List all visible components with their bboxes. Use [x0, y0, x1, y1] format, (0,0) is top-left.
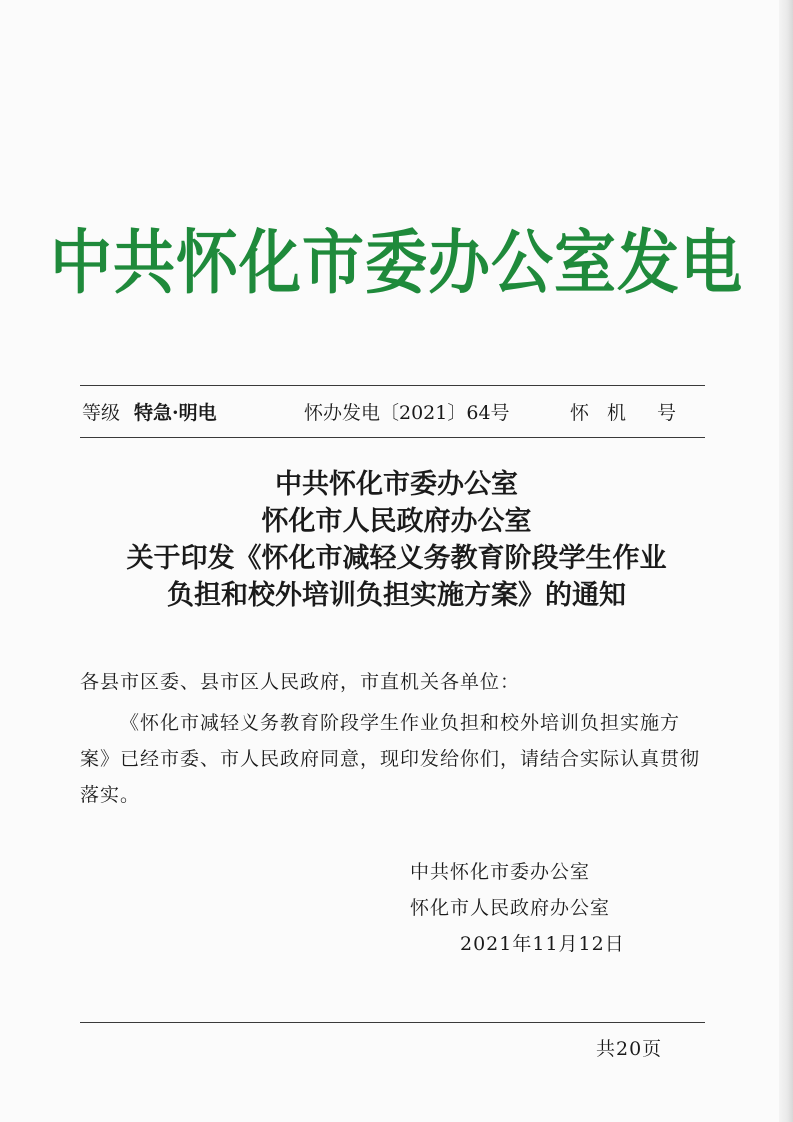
bottom-rule [80, 1022, 705, 1023]
addressee: 各县市区委、县市区人民政府，市直机关各单位： [80, 671, 521, 693]
page-edge-shadow [779, 0, 793, 1122]
reference-label: 怀机 [570, 402, 645, 424]
document-number: 怀办发电〔2021〕64号 [304, 402, 510, 424]
title-line: 负担和校外培训负担实施方案》的通知 [167, 580, 626, 611]
signature-block [410, 854, 670, 962]
grade-label: 等级 [82, 402, 121, 424]
top-rule [80, 385, 705, 386]
title-line: 关于印发《怀化市减轻义务教育阶段学生作业 [126, 543, 667, 574]
reference-suffix: 号 [657, 402, 677, 424]
mid-rule [80, 437, 705, 438]
signatory: 怀化市人民政府办公室 [410, 897, 611, 919]
body-content [80, 705, 708, 813]
issue-date: 2021年11月12日 [460, 933, 625, 955]
page-count: 共20页 [596, 1038, 663, 1060]
document-meta-row [82, 398, 702, 428]
signatory: 中共怀化市委办公室 [410, 861, 591, 883]
grade-value: 特急·明电 [134, 402, 217, 424]
body-paragraph: 《怀化市减轻义务教育阶段学生作业负担和校外培训负担实施方案》已经市委、市人民政府同意，现印发给你们，请结合实际认真贯彻落实。 [80, 712, 701, 806]
masthead: 中共怀化市委办公室发电 [49, 221, 743, 304]
title-line: 中共怀化市委办公室 [275, 469, 518, 500]
title-line: 怀化市人民政府办公室 [261, 506, 532, 537]
document-title [60, 466, 733, 614]
